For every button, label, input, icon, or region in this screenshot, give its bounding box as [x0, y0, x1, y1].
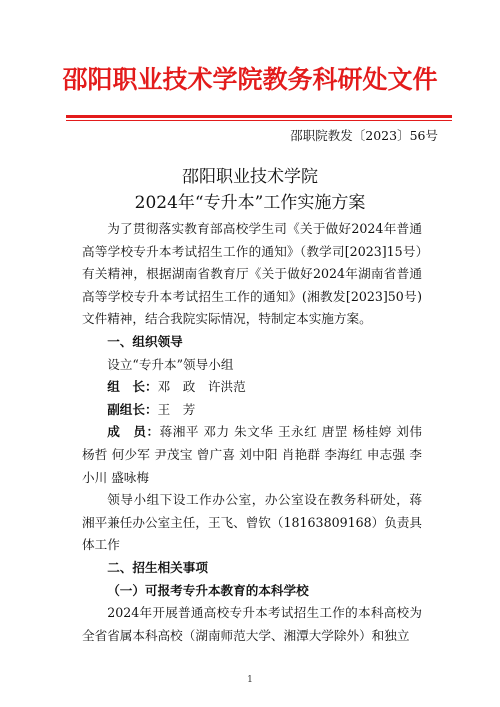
group-intro: 设立“专升本”领导小组 — [107, 356, 234, 372]
schools-paragraph: 2024年开展普通高校专升本考试招生工作的本科高校为全省省属本科高校（湖南师范大学、湘潭大学除外）和独立 — [82, 605, 422, 643]
leader-label: 组 长： — [107, 379, 158, 395]
vice-leader-label: 副组长： — [107, 401, 158, 417]
document-header-title: 邵阳职业技术学院教务科研处文件 — [62, 65, 438, 94]
document-number: 邵职院教发〔2023〕56号 — [290, 128, 438, 143]
intro-paragraph: 为了贯彻落实教育部高校学生司《关于做好2024年普通高等学校专升本考试招生工作的通知》（教学司[2023]15号）有关精神，根据湖南省教育厅《关于做好2024年湖南省普通高等学校专升本考试招生工作的通知》(湘教发[2023]50号)文件精神，结合我院实际情况，特制定本实施方案。 — [82, 221, 422, 327]
members-names: 蒋湘平 邓力 朱文华 王永红 唐罡 杨桂婷 刘伟 杨哲 何少军 尹茂宝 曾广喜 刘中阳 肖艳群 李海红 申志强 李小川 盛咏梅 — [82, 424, 423, 485]
members-line — [82, 421, 422, 489]
page-number: 1 — [247, 675, 253, 685]
document-title-line1: 邵阳职业技术学院 — [182, 167, 318, 187]
leader-names: 邓 政 许洪范 — [157, 379, 246, 395]
office-paragraph: 领导小组下设工作办公室，办公室设在教务科研处，蒋湘平兼任办公室主任，王飞、曾钦（18163809168）负责具体工作 — [82, 492, 423, 553]
document-title-line2: 2024年“专升本”工作实施方案 — [134, 193, 366, 213]
document-body — [82, 218, 422, 647]
header-red-rule-thick — [66, 115, 452, 118]
members-label: 成 员： — [107, 424, 160, 440]
header-red-rule-thin — [66, 120, 452, 121]
leader-line — [82, 376, 422, 399]
section-heading-organization: 一、组织领导 — [107, 333, 183, 349]
vice-leader-names: 王 芳 — [157, 401, 196, 417]
section-heading-admissions: 二、招生相关事项 — [107, 559, 208, 575]
vice-leader-line — [82, 399, 422, 422]
subsection-heading-schools: （一）可报考专升本教育的本科学校 — [107, 582, 309, 598]
